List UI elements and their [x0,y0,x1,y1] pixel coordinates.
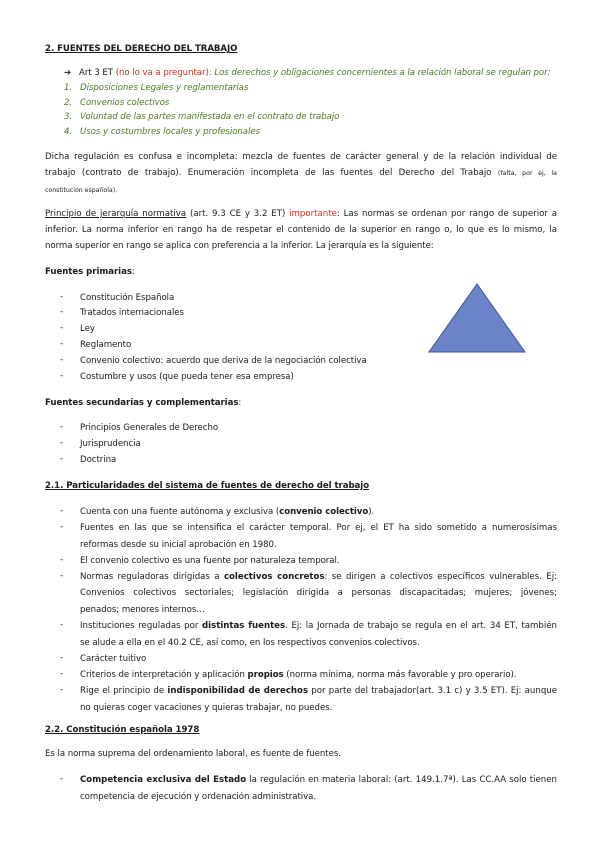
item-text: por parte del trabajador(art. 3.1 c) y 3.5 ET). Ej: aunque [308,686,558,696]
list-item [80,505,374,521]
paragraph-regulation-line3: constitución española). [45,187,118,194]
item-bold: indisponibilidad de derechos [167,686,309,696]
item-bold: colectivos concretos [223,572,325,582]
list-item [80,668,517,684]
primarias-colon: : [131,267,135,277]
dash-bullet: - [60,774,64,784]
list-item [80,619,557,635]
secundarias-heading [45,397,241,410]
item-text: ). [368,507,375,517]
item-text: Cuenta con una fuente autónoma y exclusiva ( [80,507,280,517]
dash-bullet: - [60,653,64,663]
dash-bullet: - [60,339,64,349]
source-item: Voluntad de las partes manifestada en el contrato de trabajo [80,112,340,122]
list-item-continuation: competencia de ejecución y ordenación administrativa. [80,792,317,802]
item-text: : se dirigen a colectivos específicos vulnerables. Ej: [324,572,558,582]
section-2-1-title: 2.1. Particularidades del sistema de fuentes de derecho del trabajo [45,481,370,491]
art-colon: : [208,68,215,78]
dash-bullet: - [60,571,64,581]
item-text: la regulación en materia laboral: (art. 149.1.7ª). Las CC.AA solo tienen [246,775,557,785]
source-item: Usos y costumbres locales y profesionales [80,127,261,137]
art-3-et-line [79,67,550,80]
list-item [80,570,557,586]
dash-bullet: - [60,620,64,630]
source-number: 2. [64,98,73,108]
list-item-continuation: Convenios colectivos sectoriales; legislación dirigida a personas discapacitadas; mujeres; jóvenes; [80,588,557,598]
item-text: Criterios de interpretación y aplicación [80,670,248,680]
source-number: 1. [64,83,73,93]
secundarias-label: Fuentes secundarias y complementarias [45,398,239,408]
art-text: Los derechos y obligaciones concernientes a la relación laboral se regulan por: [214,68,551,78]
source-item: Convenios colectivos [80,98,170,108]
para1-small-note: (falta, por ej, la [497,170,558,177]
list-item: Costumbre y usos (que pueda tener esa empresa) [80,372,294,382]
list-item: Principios Generales de Derecho [80,423,219,433]
item-text: Normas reguladoras dirigidas a [80,572,224,582]
section-2-2-intro: Es la norma suprema del ordenamiento laboral, es fuente de fuentes. [45,749,341,759]
principio-line1 [45,207,557,223]
list-item: Doctrina [80,455,117,465]
dash-bullet: - [60,454,64,464]
paragraph-regulation-line2 [45,166,557,182]
list-item: Fuentes en las que se intensifica el carácter temporal. Por ej, el ET ha sido sometido a numerosísimas [80,523,557,533]
dash-bullet: - [60,522,64,532]
source-number: 3. [64,112,73,122]
dash-bullet: - [60,371,64,381]
source-number: 4. [64,127,73,137]
secundarias-colon: : [238,398,242,408]
arrow-bullet-icon: ➔ [64,68,72,78]
list-item: El convenio colectivo es una fuente por naturaleza temporal. [80,556,340,566]
hierarchy-triangle-icon [426,282,528,354]
item-text: Rige el principio de [80,686,168,696]
dash-bullet: - [60,292,64,302]
list-item: Constitución Española [80,293,175,303]
list-item: Tratados internacionales [80,308,184,318]
list-item-continuation: se alude a ella en el 40.2 CE, así como, en los respectivos convenios colectivos. [80,638,420,648]
dash-bullet: - [60,323,64,333]
item-bold: distintas fuentes [202,621,286,631]
dash-bullet: - [60,669,64,679]
dash-bullet: - [60,685,64,695]
principio-text1: : Las normas se ordenan por rango de superior a [336,209,557,219]
dash-bullet: - [60,555,64,565]
primarias-label: Fuentes primarias [45,267,132,277]
list-item: Reglamento [80,340,132,350]
list-item: Convenio colectivo: acuerdo que deriva de la negociación colectiva [80,356,367,366]
item-bold: convenio colectivo [279,507,369,517]
principio-important: importante [289,209,337,219]
list-item [80,773,557,789]
principio-line3: norma superior en rango se aplica con preferencia a la inferior. La jerarquía es la siguiente: [45,241,434,251]
list-item-continuation: reformas desde su inicial aprobación en 1980. [80,540,277,550]
list-item [80,684,557,700]
art-note: (no lo va a preguntar) [115,68,209,78]
item-text: . Ej: la Jornada de trabajo se regula en el art. 34 ET, también [285,621,557,631]
dash-bullet: - [60,506,64,516]
section-2-2-title: 2.2. Constitución española 1978 [45,725,200,735]
list-item: Ley [80,324,95,334]
principio-label: Principio de jerarquía normativa [45,209,187,219]
dash-bullet: - [60,422,64,432]
item-bold: Competencia exclusiva del Estado [80,775,247,785]
principio-ref: (art. 9.3 CE y 3.2 ET) [186,209,290,219]
section-2-title: 2. FUENTES DEL DERECHO DEL TRABAJO [45,44,238,54]
item-text: (norma mínima, norma más favorable y pro operario). [283,670,517,680]
item-text: Instituciones reguladas por [80,621,203,631]
para1-line2-text: trabajo (contrato de trabajo). Enumeración incompleta de las fuentes del Derecho del Trabajo [45,168,492,178]
dash-bullet: - [60,307,64,317]
primarias-heading [45,266,135,279]
list-item-continuation: no quieras coger vacaciones y quieras trabajar, no puedes. [80,703,333,713]
dash-bullet: - [60,438,64,448]
dash-bullet: - [60,355,64,365]
principio-line2: inferior. La norma inferior en rango ha de respetar el contenido de la superior en rango o, lo que es lo mismo, la [45,225,557,235]
list-item: Carácter tuitivo [80,654,147,664]
item-bold: propios [247,670,284,680]
paragraph-regulation-line1: Dicha regulación es confusa e incompleta: mezcla de fuentes de carácter general y de la relación individual de [45,152,557,162]
list-item: Jurisprudencia [80,439,141,449]
list-item-continuation: penados; menores internos… [80,605,205,615]
art-ref: Art 3 ET [79,68,116,78]
source-item: Disposiciones Legales y reglamentarias [80,83,249,93]
